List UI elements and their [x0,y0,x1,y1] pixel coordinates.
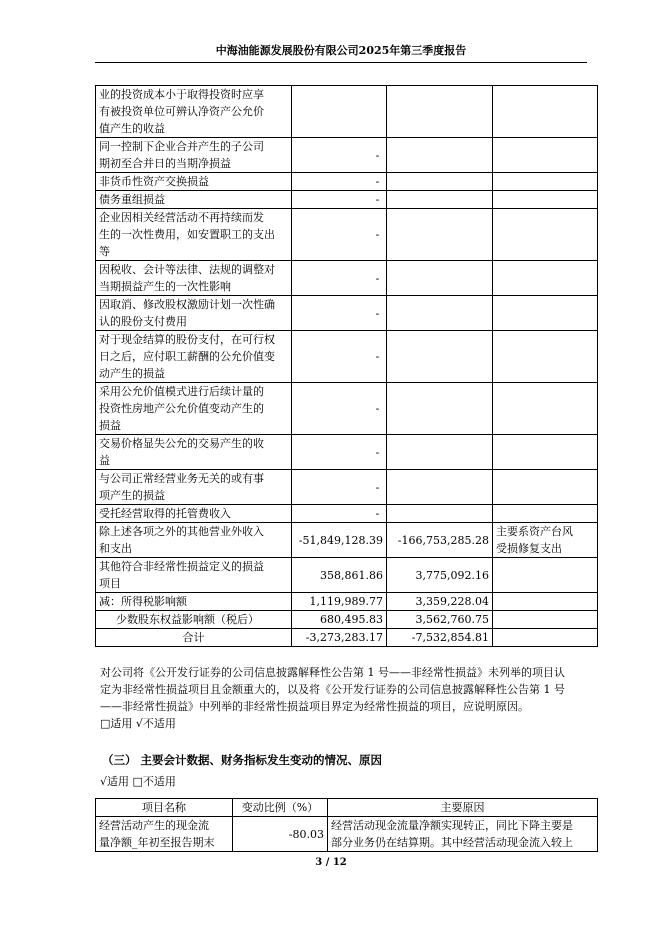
cell-line: 与公司正常经营业务无关的或有事 [99,472,264,485]
table-row [96,435,598,470]
section-title: （三） 主要会计数据、财务指标发生变动的情况、原因 [102,753,383,767]
note-cell [493,191,598,209]
item-label-cell [96,611,292,629]
table-row [96,593,598,611]
note-cell [493,593,598,611]
current-period-cell: - [292,383,387,435]
ytd-cell [387,261,493,296]
cell-line: 其他符合非经常性损益定义的损益 [99,560,264,573]
current-period-cell: - [292,470,387,505]
cell-line: 受损修复支出 [496,542,562,555]
cell-line: 有被投资单位可辨认净资产公允价 [99,105,264,118]
section-applicability-check: √适用 □不适用 [100,775,176,788]
table-row [96,86,598,138]
item-label-cell [96,383,292,435]
cell-line: 对于现金结算的股份支付，在可行权 [99,333,275,346]
ytd-cell [387,296,493,331]
table-row [96,523,598,558]
item-label-cell [96,470,292,505]
note-cell [493,629,598,647]
cell-line: 非货币性资产交换损益 [99,175,209,188]
ytd-cell [387,173,493,191]
item-label-cell [96,505,292,523]
applicability-check: □适用 √不适用 [100,717,176,730]
cell-line: 采用公允价值模式进行后续计量的 [99,385,264,398]
cell-line: 生的一次性费用，如安置职工的支出 [99,228,275,241]
cell-line: 债务重组损益 [99,193,165,206]
ytd-cell: -7,532,854.81 [387,629,493,647]
table-row [96,331,598,383]
cell-line: 当期损益产生的一次性影响 [99,280,231,293]
current-period-cell: - [292,261,387,296]
ytd-cell: 3,359,228.04 [387,593,493,611]
table-row [96,191,598,209]
current-period-cell: - [292,331,387,383]
ytd-cell [387,138,493,173]
paragraph-line: 定为非经常性损益项目且金额重大的，以及将《公开发行证券的公司信息披露解释性公告第 1 号 [100,683,565,696]
item-label-cell [96,209,292,261]
explanation-paragraph [100,664,600,732]
table-row [96,611,598,629]
table-row [96,558,598,593]
cell-line: 项目 [99,577,121,590]
cell-line: 业的投资成本小于取得投资时应享 [99,88,264,101]
paragraph-line: ——非经常性损益》中列举的非经常性损益项目界定为经常性损益的项目，应说明原因。 [100,700,529,713]
item-label-cell [96,331,292,383]
ytd-cell [387,331,493,383]
cell-line: 经营活动产生的现金流 [99,819,209,832]
current-period-cell: -51,849,128.39 [292,523,387,558]
header-cell: 变动比例（%） [233,799,328,817]
note-cell [493,261,598,296]
item-label-cell [96,138,292,173]
current-period-cell: 680,495.83 [292,611,387,629]
note-cell [493,435,598,470]
table-row [96,470,598,505]
ytd-cell [387,209,493,261]
cell-line: 量净额_年初至报告期末 [99,836,215,849]
current-period-cell: - [292,505,387,523]
page-number: 3 / 12 [315,857,347,868]
paragraph-line: 对公司将《公开发行证券的公司信息披露解释性公告第 1 号——非经常性损益》未列举的项目认 [100,666,565,679]
item-label-cell [96,523,292,558]
cell-line: 项产生的损益 [99,489,165,502]
item-name-cell [96,817,233,852]
change-pct-cell: -80.03 [233,817,328,852]
current-period-cell: - [292,435,387,470]
note-cell [493,86,598,138]
item-label-cell [96,296,292,331]
item-label-cell [96,173,292,191]
ytd-cell [387,505,493,523]
item-label-cell [96,261,292,296]
current-period-cell: 1,119,989.77 [292,593,387,611]
table-row [96,383,598,435]
item-label-cell [96,558,292,593]
cell-line: 等 [99,245,110,258]
cell-line: 主要系资产台风 [496,525,573,538]
table-row [96,173,598,191]
cell-line: 因税收、会计等法律、法规的调整对 [99,263,275,276]
note-cell [493,470,598,505]
ytd-cell [387,470,493,505]
cell-line: 除上述各项之外的其他营业外收入 [99,525,264,538]
cell-line: 经营活动现金流量净额实现转正，同比下降主要是 [331,819,573,832]
cell-line: 合计 [182,631,205,644]
table-row [96,505,598,523]
ytd-cell [387,86,493,138]
reason-cell [328,817,598,852]
ytd-cell [387,383,493,435]
cell-line: 投资性房地产公允价值变动产生的 [99,402,264,415]
header-cell: 主要原因 [328,799,598,817]
current-period-cell: - [292,296,387,331]
ytd-cell: 3,562,760.75 [387,611,493,629]
current-period-cell: - [292,173,387,191]
current-period-cell: - [292,138,387,173]
item-label-cell [96,191,292,209]
table-row [96,296,598,331]
ytd-cell [387,191,493,209]
current-period-cell: - [292,209,387,261]
note-cell [493,611,598,629]
current-period-cell: -3,273,283.17 [292,629,387,647]
header-cell: 项目名称 [96,799,233,817]
note-cell [493,383,598,435]
cell-line: 益 [99,454,110,467]
cell-line: 因取消、修改股权激励计划一次性确 [99,298,275,311]
change-reason-table [95,798,598,852]
page-header: 中海油能源发展股份有限公司2025年第三季度报告 [95,44,587,63]
cell-line: 动产生的损益 [99,367,165,380]
item-label-cell [96,593,292,611]
cell-line: 值产生的收益 [99,122,165,135]
cell-line: 损益 [99,419,121,432]
current-period-cell: 358,861.86 [292,558,387,593]
cell-line: 同一控制下企业合并产生的子公司 [99,140,264,153]
note-cell [493,209,598,261]
cell-line: 日之后，应付职工薪酬的公允价值变 [99,350,275,363]
note-cell [493,523,598,558]
table-row [96,629,598,647]
note-cell [493,173,598,191]
ytd-cell: 3,775,092.16 [387,558,493,593]
current-period-cell [292,86,387,138]
non-recurring-gains-table [95,85,598,647]
note-cell [493,331,598,383]
ytd-cell: -166,753,285.28 [387,523,493,558]
cell-line: 期初至合并日的当期净损益 [99,157,231,170]
note-cell [493,558,598,593]
cell-line: 受托经营取得的托管费收入 [99,507,231,520]
table-row [96,261,598,296]
cell-line: 减：所得税影响额 [99,595,187,608]
item-label-cell [96,86,292,138]
table-row [96,138,598,173]
cell-line: 企业因相关经营活动不再持续而发 [99,211,264,224]
table-header-row [96,799,598,817]
table-row [96,817,598,852]
note-cell [493,138,598,173]
cell-line: 少数股东权益影响额（税后） [116,613,259,626]
cell-line: 和支出 [99,542,132,555]
ytd-cell [387,435,493,470]
item-label-cell [96,629,292,647]
note-cell [493,505,598,523]
cell-line: 交易价格显失公允的交易产生的收 [99,437,264,450]
cell-line: 部分业务仍在结算期。其中经营活动现金流入较上 [331,836,573,849]
table-row [96,209,598,261]
cell-line: 认的股份支付费用 [99,315,187,328]
item-label-cell [96,435,292,470]
note-cell [493,296,598,331]
current-period-cell: - [292,191,387,209]
